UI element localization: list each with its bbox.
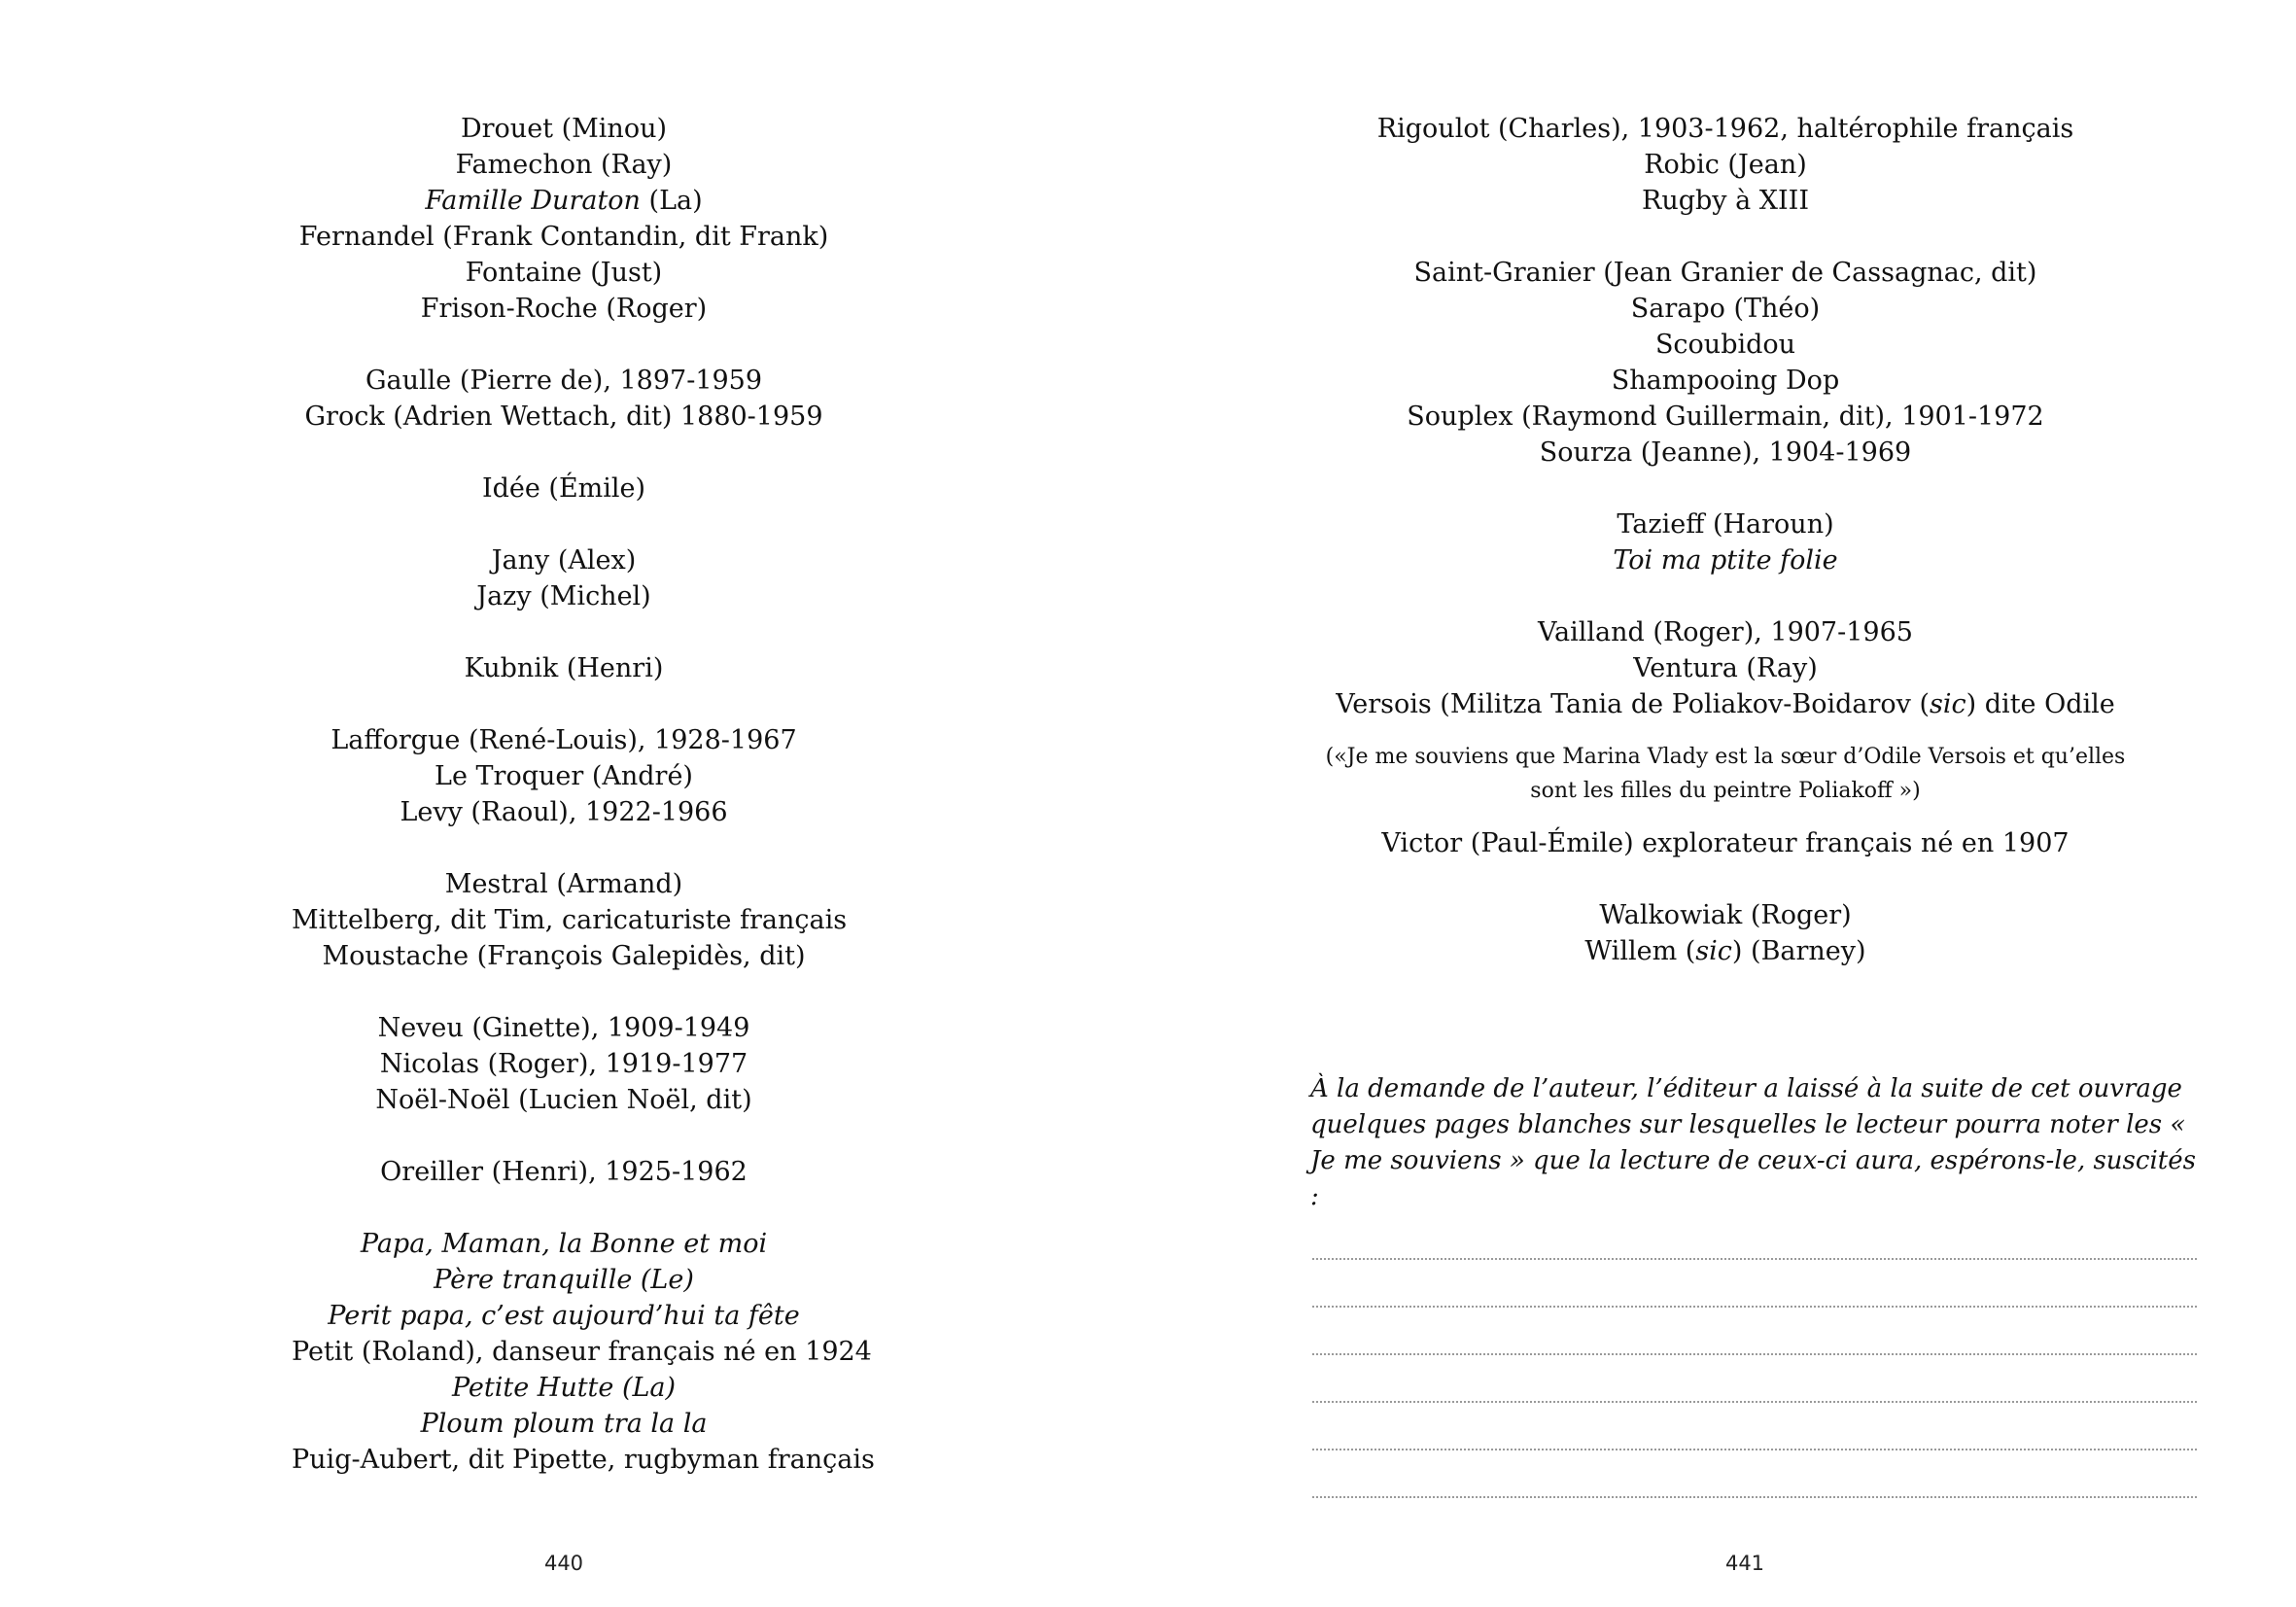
sic-mark: sic	[1930, 689, 1966, 719]
index-entry	[1312, 933, 2139, 969]
index-entry: Frison-Roche (Roger)	[420, 294, 708, 324]
index-entry-suffix: (La)	[640, 186, 703, 216]
index-entry: Fontaine (Just)	[465, 258, 663, 288]
index-entry: Le Troquer (André)	[435, 761, 693, 791]
index-entry: Souplex (Raymond Guillermain, dit), 1901-1972	[1407, 402, 2044, 432]
versois-before: Versois (Militza Tania de Poliakov-Boidarov (	[1336, 689, 1931, 719]
index-entry: Victor (Paul-Émile) explorateur français né en 1907	[1381, 828, 2070, 858]
index-entry	[1312, 686, 2139, 722]
page-number: 440	[543, 1552, 584, 1575]
index-entry: Oreiller (Henri), 1925-1962	[380, 1157, 748, 1187]
index-entry: Père tranquille (Le)	[434, 1265, 694, 1295]
dotted-writing-lines	[1312, 1233, 2197, 1519]
left-page	[0, 0, 1128, 1607]
left-index-column	[292, 111, 875, 1478]
index-entry: Robic (Jean)	[1644, 150, 1807, 180]
index-entry: Jany (Alex)	[491, 545, 637, 576]
dotted-line[interactable]	[1312, 1471, 2197, 1498]
index-entry: Scoubidou	[1654, 330, 1796, 360]
index-entry: Mittelberg, dit Tim, caricaturiste français	[292, 905, 848, 935]
index-entry: Moustache (François Galepidès, dit)	[322, 941, 806, 971]
page-number: 441	[1724, 1552, 1765, 1575]
dotted-line[interactable]	[1312, 1423, 2197, 1450]
index-entry: Papa, Maman, la Bonne et moi	[360, 1229, 768, 1259]
index-entry: Noël-Noël (Lucien Noël, dit)	[375, 1085, 752, 1115]
right-index-column	[1312, 111, 2139, 969]
index-entry: Grock (Adrien Wettach, dit) 1880-1959	[304, 402, 823, 432]
index-entry: Jazy (Michel)	[476, 581, 651, 611]
index-entry: Fernandel (Frank Contandin, dit Frank)	[298, 222, 829, 252]
index-entry: Ventura (Ray)	[1633, 653, 1818, 683]
index-entry: Petite Hutte (La)	[451, 1373, 677, 1403]
index-entry: Walkowiak (Roger)	[1599, 900, 1852, 930]
footnote-quote: («Je me souviens que Marina Vlady est la sœur d’Odile Versois et qu’elles sont les filles du peintre Poliakoff »)	[1325, 745, 2126, 803]
index-entry: Lafforgue (René-Louis), 1928-1967	[330, 725, 797, 755]
right-page	[1147, 0, 2296, 1607]
index-entry: Sarapo (Théo)	[1630, 294, 1821, 324]
index-entry: Saint-Granier (Jean Granier de Cassagnac, dit)	[1413, 258, 2037, 288]
index-entry	[292, 183, 836, 219]
index-entry: Tazieff (Haroun)	[1617, 509, 1834, 540]
sic-mark: sic	[1695, 936, 1732, 966]
dotted-line[interactable]	[1312, 1280, 2197, 1308]
versois-after: ) dite Odile	[1966, 689, 2115, 719]
index-entry: Vailland (Roger), 1907-1965	[1538, 617, 1913, 647]
index-entry: Sourza (Jeanne), 1904-1969	[1539, 437, 1912, 468]
index-entry-title: Famille Duraton	[425, 186, 641, 216]
dotted-line[interactable]	[1312, 1376, 2197, 1403]
index-entry: Shampooing Dop	[1611, 366, 1840, 396]
index-entry: Gaulle (Pierre de), 1897-1959	[365, 366, 763, 396]
dotted-line[interactable]	[1312, 1328, 2197, 1355]
index-entry: Perit papa, c’est aujourd’hui ta fête	[328, 1301, 800, 1331]
index-entry: Drouet (Minou)	[461, 114, 667, 144]
index-entry: Neveu (Ginette), 1909-1949	[377, 1013, 750, 1043]
dotted-line[interactable]	[1312, 1233, 2197, 1260]
index-entry: Idée (Émile)	[481, 473, 646, 504]
index-entry: Nicolas (Roger), 1919-1977	[379, 1049, 748, 1079]
index-entry: Rugby à XIII	[1641, 186, 1810, 216]
index-entry: Rigoulot (Charles), 1903-1962, haltérophile français	[1376, 114, 2074, 144]
index-entry: Mestral (Armand)	[444, 869, 683, 899]
index-entry: Famechon (Ray)	[455, 150, 673, 180]
index-entry: Levy (Raoul), 1922-1966	[400, 797, 728, 827]
editor-note: À la demande de l’auteur, l’éditeur a laissé à la suite de cet ouvrage quelques pages blanches sur lesquelles le lecteur pourra noter les « Je me souviens » que la lecture de ceux-ci aura, espérons-le, suscités :	[1310, 1074, 2196, 1211]
index-entry: Kubnik (Henri)	[464, 653, 664, 683]
willem-after: ) (Barney)	[1731, 936, 1866, 966]
willem-before: Willem (	[1584, 936, 1696, 966]
index-entry: Petit (Roland), danseur français né en 1924	[292, 1337, 872, 1367]
index-entry: Puig-Aubert, dit Pipette, rugbyman français	[292, 1445, 875, 1475]
index-entry: Ploum ploum tra la la	[420, 1409, 708, 1439]
index-entry: Toi ma ptite folie	[1613, 545, 1838, 576]
